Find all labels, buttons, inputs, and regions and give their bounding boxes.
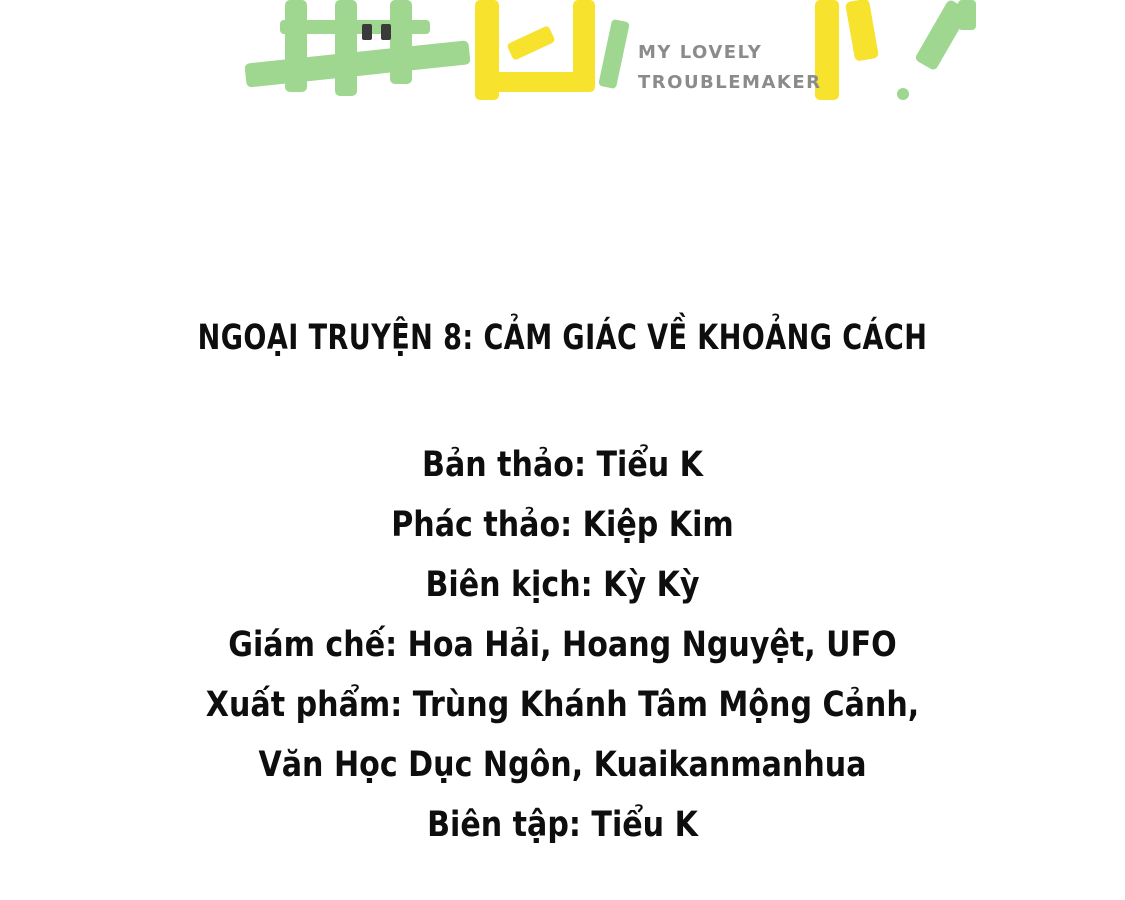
logo-artwork: [240, 0, 1000, 110]
series-logo: [240, 0, 1000, 110]
credit-line: Biên kịch: Kỳ Kỳ: [425, 565, 700, 605]
logo-subtitle-line2: TROUBLEMAKER: [638, 72, 822, 93]
logo-subtitle: [638, 38, 822, 98]
credit-line: Biên tập: Tiểu K: [427, 805, 698, 845]
credits-list: [79, 435, 1047, 855]
credit-line: Văn Học Dục Ngôn, Kuaikanmanhua: [258, 745, 867, 785]
credit-line: Giám chế: Hoa Hải, Hoang Nguyệt, UFO: [228, 625, 897, 665]
credit-line: Xuất phẩm: Trùng Khánh Tâm Mộng Cảnh,: [205, 685, 920, 725]
credit-line: Phác thảo: Kiệp Kim: [391, 505, 734, 545]
credit-line: Bản thảo: Tiểu K: [421, 445, 703, 485]
chapter-title: NGOẠI TRUYỆN 8: CẢM GIÁC VỀ KHOẢNG CÁCH: [197, 318, 928, 358]
logo-subtitle-line1: MY LOVELY: [638, 42, 763, 63]
